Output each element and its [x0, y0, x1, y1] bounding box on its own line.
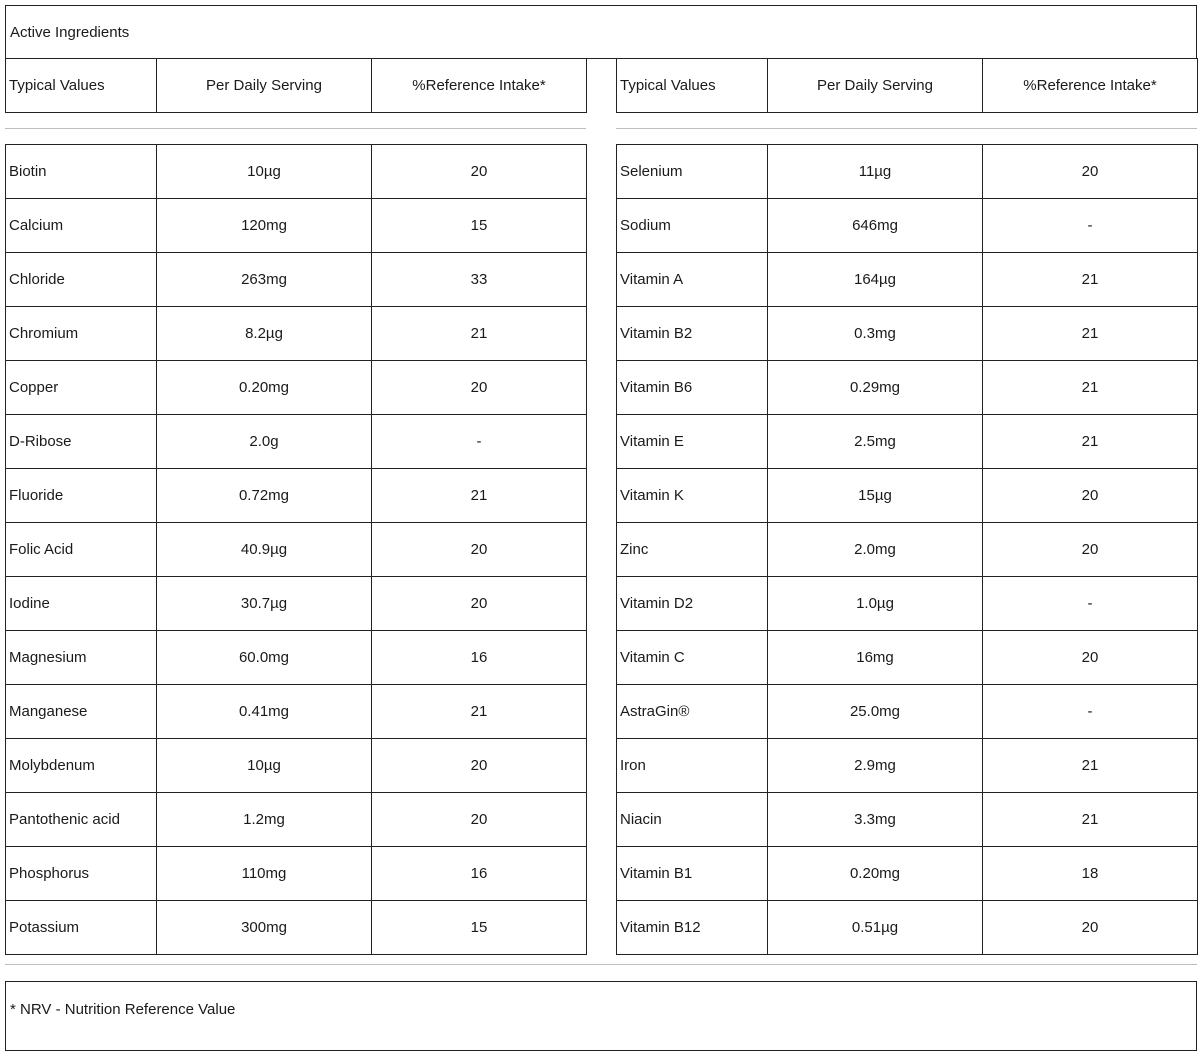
- nutrient-name: Vitamin E: [617, 415, 768, 469]
- nutrient-name: Biotin: [6, 145, 157, 199]
- nutrient-name: Niacin: [617, 793, 768, 847]
- nutrient-name: Manganese: [6, 685, 157, 739]
- nutrient-name: Vitamin C: [617, 631, 768, 685]
- reference-intake-value: 21: [983, 793, 1198, 847]
- reference-intake-value: 21: [983, 415, 1198, 469]
- table-row: [617, 307, 1198, 361]
- nutrient-name: Calcium: [6, 199, 157, 253]
- table-row: [6, 199, 587, 253]
- table-row: [617, 901, 1198, 955]
- reference-intake-value: 15: [372, 901, 587, 955]
- daily-serving-value: 2.5mg: [768, 415, 983, 469]
- nutrient-name: Pantothenic acid: [6, 793, 157, 847]
- reference-intake-value: 20: [372, 361, 587, 415]
- daily-serving-value: 2.0g: [157, 415, 372, 469]
- reference-intake-value: -: [983, 685, 1198, 739]
- daily-serving-value: 40.9µg: [157, 523, 372, 577]
- daily-serving-value: 263mg: [157, 253, 372, 307]
- daily-serving-value: 16mg: [768, 631, 983, 685]
- table-row: [617, 685, 1198, 739]
- daily-serving-value: 0.3mg: [768, 307, 983, 361]
- nutrient-name: Vitamin B6: [617, 361, 768, 415]
- nutrient-name: Chromium: [6, 307, 157, 361]
- table-title-box: [5, 5, 1197, 59]
- daily-serving-value: 8.2µg: [157, 307, 372, 361]
- daily-serving-value: 15µg: [768, 469, 983, 523]
- nutrient-name: Vitamin B1: [617, 847, 768, 901]
- daily-serving-value: 0.20mg: [768, 847, 983, 901]
- table-row: [6, 901, 587, 955]
- reference-intake-value: 20: [372, 793, 587, 847]
- table-row: [617, 253, 1198, 307]
- reference-intake-value: 21: [372, 685, 587, 739]
- reference-intake-value: 16: [372, 847, 587, 901]
- nutrient-name: Vitamin K: [617, 469, 768, 523]
- table-row: [6, 631, 587, 685]
- nutrient-name: Vitamin A: [617, 253, 768, 307]
- reference-intake-value: 21: [983, 739, 1198, 793]
- daily-serving-value: 0.29mg: [768, 361, 983, 415]
- reference-intake-value: -: [983, 577, 1198, 631]
- left-nutrient-table: [5, 144, 587, 955]
- table-row: [6, 253, 587, 307]
- nutrient-name: D-Ribose: [6, 415, 157, 469]
- reference-intake-value: 21: [983, 253, 1198, 307]
- header-row: [617, 59, 1198, 113]
- nutrient-name: Sodium: [617, 199, 768, 253]
- reference-intake-value: 20: [983, 631, 1198, 685]
- header-reference-intake: %Reference Intake*: [372, 59, 587, 113]
- right-header-table: [616, 58, 1198, 113]
- footnote-box: [5, 981, 1197, 1051]
- table-row: [617, 415, 1198, 469]
- nutrient-name: Folic Acid: [6, 523, 157, 577]
- reference-intake-value: 20: [983, 523, 1198, 577]
- reference-intake-value: 21: [372, 307, 587, 361]
- daily-serving-value: 1.2mg: [157, 793, 372, 847]
- table-row: [617, 523, 1198, 577]
- daily-serving-value: 0.51µg: [768, 901, 983, 955]
- daily-serving-value: 1.0µg: [768, 577, 983, 631]
- nutrient-name: Zinc: [617, 523, 768, 577]
- table-row: [6, 469, 587, 523]
- daily-serving-value: 10µg: [157, 739, 372, 793]
- daily-serving-value: 2.9mg: [768, 739, 983, 793]
- header-per-daily-serving: Per Daily Serving: [768, 59, 983, 113]
- table-row: [617, 469, 1198, 523]
- reference-intake-value: 20: [372, 577, 587, 631]
- nutrient-name: Magnesium: [6, 631, 157, 685]
- table-row: [617, 199, 1198, 253]
- table-row: [617, 145, 1198, 199]
- nutrient-name: Fluoride: [6, 469, 157, 523]
- reference-intake-value: 20: [983, 901, 1198, 955]
- reference-intake-value: 16: [372, 631, 587, 685]
- reference-intake-value: 21: [983, 307, 1198, 361]
- reference-intake-value: 20: [372, 523, 587, 577]
- daily-serving-value: 120mg: [157, 199, 372, 253]
- nutrient-name: Vitamin B2: [617, 307, 768, 361]
- table-row: [6, 307, 587, 361]
- reference-intake-value: 33: [372, 253, 587, 307]
- daily-serving-value: 110mg: [157, 847, 372, 901]
- left-divider: [5, 128, 586, 129]
- nutrient-name: AstraGin®: [617, 685, 768, 739]
- left-nutrient-rows: [6, 145, 587, 955]
- header-typical-values: Typical Values: [617, 59, 768, 113]
- table-row: [617, 361, 1198, 415]
- table-row: [6, 523, 587, 577]
- nutrient-name: Copper: [6, 361, 157, 415]
- table-row: [6, 739, 587, 793]
- right-nutrient-rows: [617, 145, 1198, 955]
- daily-serving-value: 164µg: [768, 253, 983, 307]
- daily-serving-value: 646mg: [768, 199, 983, 253]
- daily-serving-value: 0.41mg: [157, 685, 372, 739]
- daily-serving-value: 0.20mg: [157, 361, 372, 415]
- table-row: [6, 685, 587, 739]
- daily-serving-value: 25.0mg: [768, 685, 983, 739]
- table-row: [6, 361, 587, 415]
- daily-serving-value: 60.0mg: [157, 631, 372, 685]
- footnote-text: * NRV - Nutrition Reference Value: [10, 1001, 236, 1018]
- header-typical-values: Typical Values: [6, 59, 157, 113]
- nutrient-name: Phosphorus: [6, 847, 157, 901]
- reference-intake-value: 20: [372, 145, 587, 199]
- daily-serving-value: 2.0mg: [768, 523, 983, 577]
- daily-serving-value: 0.72mg: [157, 469, 372, 523]
- daily-serving-value: 3.3mg: [768, 793, 983, 847]
- reference-intake-value: 20: [983, 469, 1198, 523]
- nutrient-name: Iron: [617, 739, 768, 793]
- nutrient-name: Chloride: [6, 253, 157, 307]
- reference-intake-value: 20: [372, 739, 587, 793]
- right-nutrient-table: [616, 144, 1198, 955]
- footer-divider: [5, 964, 1197, 965]
- nutrient-name: Selenium: [617, 145, 768, 199]
- daily-serving-value: 30.7µg: [157, 577, 372, 631]
- table-row: [6, 415, 587, 469]
- table-row: [6, 793, 587, 847]
- left-header-table: [5, 58, 587, 113]
- reference-intake-value: 15: [372, 199, 587, 253]
- daily-serving-value: 11µg: [768, 145, 983, 199]
- nutrient-name: Vitamin D2: [617, 577, 768, 631]
- table-row: [6, 577, 587, 631]
- table-row: [617, 793, 1198, 847]
- header-row: [6, 59, 587, 113]
- table-row: [6, 145, 587, 199]
- reference-intake-value: 18: [983, 847, 1198, 901]
- table-row: [617, 739, 1198, 793]
- table-row: [617, 631, 1198, 685]
- reference-intake-value: -: [372, 415, 587, 469]
- reference-intake-value: -: [983, 199, 1198, 253]
- nutrient-name: Molybdenum: [6, 739, 157, 793]
- nutrient-name: Vitamin B12: [617, 901, 768, 955]
- reference-intake-value: 21: [983, 361, 1198, 415]
- right-divider: [616, 128, 1197, 129]
- header-per-daily-serving: Per Daily Serving: [157, 59, 372, 113]
- table-title: Active Ingredients: [10, 24, 130, 41]
- reference-intake-value: 20: [983, 145, 1198, 199]
- table-row: [617, 577, 1198, 631]
- nutrient-name: Potassium: [6, 901, 157, 955]
- daily-serving-value: 300mg: [157, 901, 372, 955]
- reference-intake-value: 21: [372, 469, 587, 523]
- daily-serving-value: 10µg: [157, 145, 372, 199]
- table-row: [6, 847, 587, 901]
- nutrient-name: Iodine: [6, 577, 157, 631]
- header-reference-intake: %Reference Intake*: [983, 59, 1198, 113]
- table-row: [617, 847, 1198, 901]
